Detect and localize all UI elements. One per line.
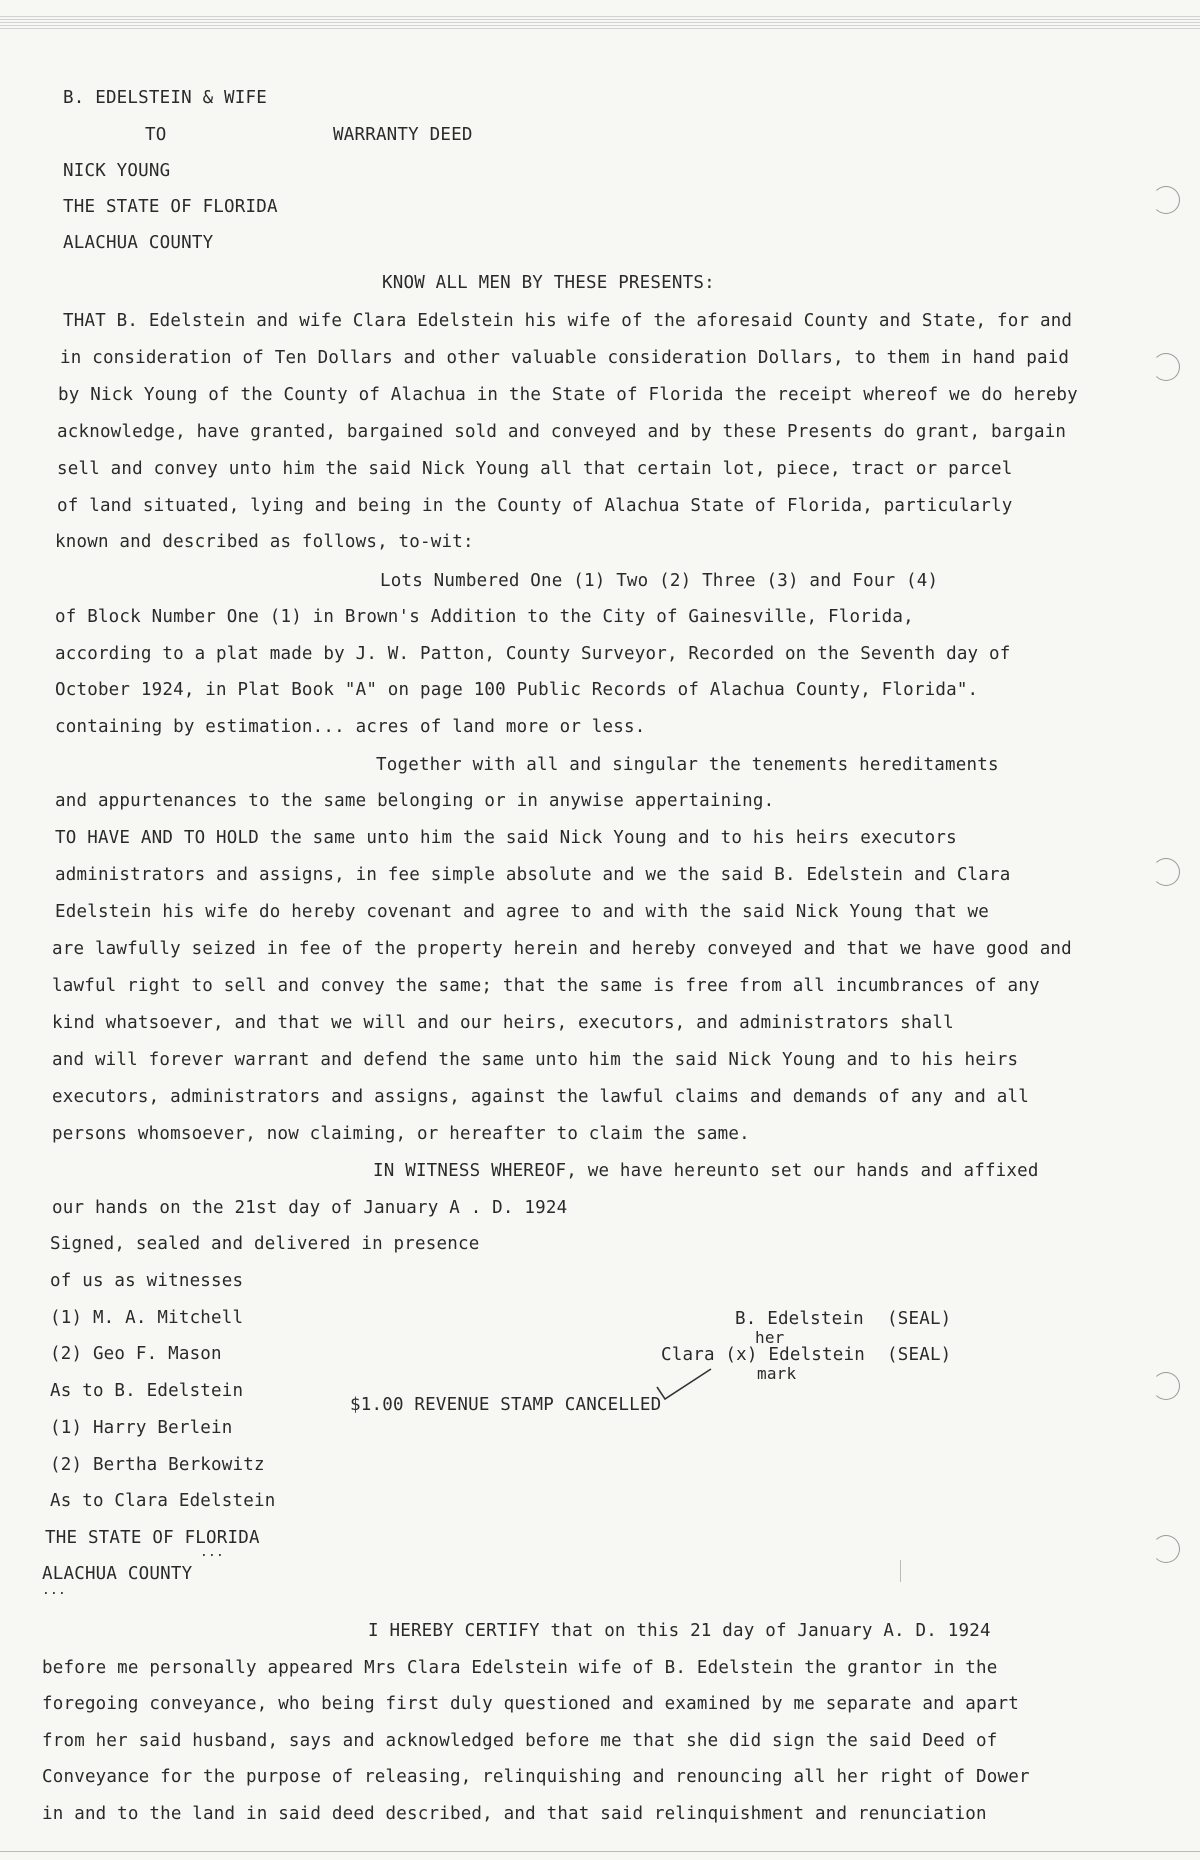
body-line: THAT B. Edelstein and wife Clara Edelstein his wife of the aforesaid County and State, for and	[63, 311, 1073, 331]
signature-b-edelstein: B. Edelstein	[735, 1309, 864, 1329]
grantee-header: NICK YOUNG	[63, 161, 171, 181]
to-label: TO	[145, 125, 167, 145]
signature-clara: Clara (x) Edelstein	[661, 1345, 865, 1365]
witness-line: As to B. Edelstein	[50, 1381, 244, 1401]
body-line: and will forever warrant and defend the same unto him the said Nick Young and to his heirs	[52, 1050, 1019, 1070]
certificate-line: from her said husband, says and acknowledged before me that she did sign the said Deed of	[42, 1731, 998, 1751]
witness-line: (2) Bertha Berkowitz	[50, 1455, 265, 1475]
seal-label: (SEAL)	[887, 1345, 952, 1365]
punch-hole-icon	[1152, 1372, 1180, 1400]
witness-line: THE STATE OF FLORIDA	[45, 1528, 260, 1548]
witness-line: (2) Geo F. Mason	[50, 1344, 222, 1364]
witness-line: (1) Harry Berlein	[50, 1418, 233, 1438]
body-line: according to a plat made by J. W. Patton, County Surveyor, Recorded on the Seventh day of	[55, 644, 1011, 664]
body-line: persons whomsoever, now claiming, or hereafter to claim the same.	[52, 1124, 750, 1144]
witness-line: Signed, sealed and delivered in presence	[50, 1234, 480, 1254]
body-line: acknowledge, have granted, bargained sold and conveyed and by these Presents do grant, bargain	[57, 422, 1067, 442]
punch-hole-icon	[1152, 353, 1180, 381]
body-line: known and described as follows, to-wit:	[55, 532, 474, 552]
body-line: Lots Numbered One (1) Two (2) Three (3) and Four (4)	[380, 571, 939, 591]
ellipsis-mark: ...	[42, 1583, 67, 1598]
body-line: lawful right to sell and convey the same; that the same is free from all incumbrances of any	[52, 976, 1040, 996]
body-line: of Block Number One (1) in Brown's Addition to the City of Gainesville, Florida,	[55, 607, 914, 627]
body-line: October 1924, in Plat Book "A" on page 100 Public Records of Alachua County, Florida".	[55, 680, 979, 700]
grantor-header: B. EDELSTEIN & WIFE	[63, 88, 267, 108]
body-line: our hands on the 21st day of January A . D. 1924	[52, 1198, 568, 1218]
body-line: containing by estimation... acres of land more or less.	[55, 717, 646, 737]
punch-hole-icon	[1152, 1535, 1180, 1563]
body-line: executors, administrators and assigns, against the lawful claims and demands of any and all	[52, 1087, 1029, 1107]
certificate-line: before me personally appeared Mrs Clara Edelstein wife of B. Edelstein the grantor in the	[42, 1658, 998, 1678]
body-line: of land situated, lying and being in the County of Alachua State of Florida, particularly	[57, 496, 1013, 516]
body-line: Together with all and singular the tenements hereditaments	[376, 755, 999, 775]
signature-her: her	[755, 1328, 785, 1347]
know-all-heading: KNOW ALL MEN BY THESE PRESENTS:	[382, 273, 715, 293]
body-line: IN WITNESS WHEREOF, we have hereunto set our hands and affixed	[373, 1161, 1039, 1181]
punch-hole-icon	[1152, 186, 1180, 214]
certificate-line: foregoing conveyance, who being first duly questioned and examined by me separate and apart	[42, 1694, 1019, 1714]
body-line: and appurtenances to the same belonging or in anywise appertaining.	[55, 791, 775, 811]
checkmark-icon	[655, 1365, 715, 1405]
witness-line: As to Clara Edelstein	[50, 1491, 276, 1511]
body-line: are lawfully seized in fee of the property herein and hereby conveyed and that we have good and	[52, 939, 1072, 959]
punch-hole-icon	[1152, 858, 1180, 886]
body-line: by Nick Young of the County of Alachua in the State of Florida the receipt whereof we do hereby	[58, 385, 1078, 405]
county-header: ALACHUA COUNTY	[63, 233, 214, 253]
body-line: in consideration of Ten Dollars and other valuable consideration Dollars, to them in hand paid	[60, 348, 1070, 368]
ellipsis-mark: ...	[200, 1545, 225, 1560]
body-line: sell and convey unto him the said Nick Young all that certain lot, piece, tract or parcel	[57, 459, 1013, 479]
revenue-stamp-text: $1.00 REVENUE STAMP CANCELLED	[350, 1395, 662, 1415]
paper-mark	[900, 1560, 901, 1582]
witness-line: ALACHUA COUNTY	[42, 1564, 193, 1584]
body-line: kind whatsoever, and that we will and our heirs, executors, and administrators shall	[52, 1013, 954, 1033]
certificate-line: in and to the land in said deed described, and that said relinquishment and renunciation	[42, 1804, 987, 1824]
signature-mark: mark	[757, 1364, 797, 1383]
state-header: THE STATE OF FLORIDA	[63, 197, 278, 217]
seal-label: (SEAL)	[887, 1309, 952, 1329]
witness-line: of us as witnesses	[50, 1271, 244, 1291]
top-edge-band	[0, 16, 1200, 30]
body-line: Edelstein his wife do hereby covenant and agree to and with the said Nick Young that we	[55, 902, 990, 922]
witness-line: (1) M. A. Mitchell	[50, 1308, 244, 1328]
bottom-edge-band	[0, 1851, 1200, 1860]
document-type: WARRANTY DEED	[333, 125, 473, 145]
body-line: TO HAVE AND TO HOLD the same unto him the said Nick Young and to his heirs executors	[55, 828, 957, 848]
body-line: administrators and assigns, in fee simple absolute and we the said B. Edelstein and Clara	[55, 865, 1011, 885]
certificate-line: I HEREBY CERTIFY that on this 21 day of January A. D. 1924	[368, 1621, 991, 1641]
certificate-line: Conveyance for the purpose of releasing, relinquishing and renouncing all her right of Dower	[42, 1767, 1030, 1787]
